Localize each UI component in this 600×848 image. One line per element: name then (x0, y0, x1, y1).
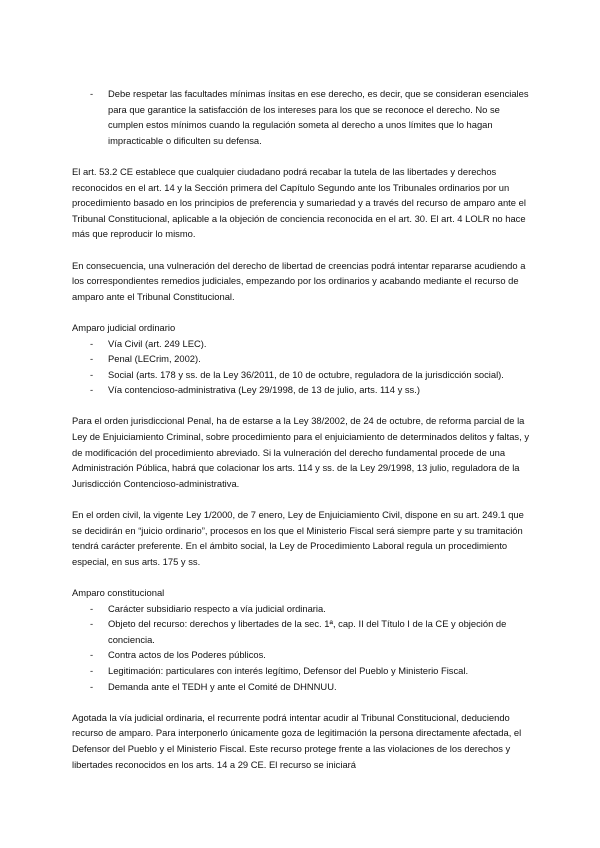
list-item: - Social (arts. 178 y ss. de la Ley 36/2011, de 10 de octubre, reguladora de la jurisdicción social). (72, 367, 530, 383)
amparo-judicial-list (72, 336, 530, 398)
paragraph-agotada: Agotada la vía judicial ordinaria, el recurrente podrá intentar acudir al Tribunal Constitucional, deduciendo recurso de amparo. Para interponerlo únicamente goza de legitimación la persona directamente afectada, el Defensor del Pueblo y el Ministerio Fiscal. Este recurso protege frente a las violaciones de los derechos y libertades reconocidos en los arts. 14 a 29 CE. El recurso se iniciará (72, 711, 522, 770)
list-item: - Penal (LECrim, 2002). (72, 351, 530, 367)
intro-list (72, 86, 530, 148)
heading-amparo-judicial: Amparo judicial ordinario (72, 321, 176, 333)
list-item: - Vía Civil (art. 249 LEC). (72, 336, 530, 352)
paragraph-civil: En el orden civil, la vigente Ley 1/2000, de 7 enero, Ley de Enjuiciamiento Civil, dispone en su art. 249.1 que se decidirán en “juicio ordinario”, procesos en los que el Ministerio Fiscal será siempre parte y su tramitación tendrá carácter preferente. En el ámbito social, la Ley de Procedimiento Laboral regula un procedimiento especial, en sus arts. 175 y ss. (72, 509, 524, 567)
amparo-constitucional-list (72, 601, 530, 695)
paragraph-art-53: El art. 53.2 CE establece que cualquier ciudadano podrá recabar la tutela de las libertades y derechos reconocidos en el art. 14 y la Sección primera del Capítulo Segundo ante los Tribunales ordinarios por un procedimiento basado en los principios de preferencia y sumariedad y a través del recurso de amparo ante el Tribunal Constitucional, aplicable a la objeción de conciencia reconocida en el art. 30. El art. 4 LOLR no hace más que reproducir lo mismo. (72, 165, 526, 240)
list-item: - Carácter subsidiario respecto a vía judicial ordinaria. (72, 601, 530, 617)
paragraph-penal: Para el orden jurisdiccional Penal, ha de estarse a la Ley 38/2002, de 24 de octubre, de reforma parcial de la Ley de Enjuiciamiento Criminal, sobre procedimiento para el enjuiciamiento de determinados delitos y faltas, y de modificación del procedimiento abreviado. Si la vulneración del derecho fundamental procede de una Administración Pública, habrá que colacionar los arts. 114 y ss. de la Ley 29/1998, 13 julio, reguladora de la Jurisdicción Contencioso-administrativa. (72, 415, 530, 489)
page-content (72, 86, 530, 788)
list-item: - Vía contencioso-administrativa (Ley 29/1998, de 13 de julio, arts. 114 y ss.) (72, 382, 530, 398)
list-item: - Debe respetar las facultades mínimas ínsitas en ese derecho, es decir, que se consideran esenciales para que garantice la satisfacción de los intereses para los que se reconoce el derecho. No se cumplen estos mínimos cuando la regulación someta al derecho a unos límites que lo hagan impracticable o dificulten su defensa. (72, 86, 530, 148)
list-item: - Objeto del recurso: derechos y libertades de la sec. 1ª, cap. II del Título I de la CE y objeción de conciencia. (72, 616, 530, 647)
paragraph-consecuencia: En consecuencia, una vulneración del derecho de libertad de creencias podrá intentar repararse acudiendo a los correspondientes remedios judiciales, empezando por los ordinarios y acabando mediante el recurso de amparo ante el Tribunal Constitucional. (72, 259, 526, 302)
list-item: - Demanda ante el TEDH y ante el Comité de DHNNUU. (72, 679, 530, 695)
list-item: - Legitimación: particulares con interés legítimo, Defensor del Pueblo y Ministerio Fiscal. (72, 663, 530, 679)
list-item: - Contra actos de los Poderes públicos. (72, 647, 530, 663)
heading-amparo-constitucional: Amparo constitucional (72, 587, 165, 598)
